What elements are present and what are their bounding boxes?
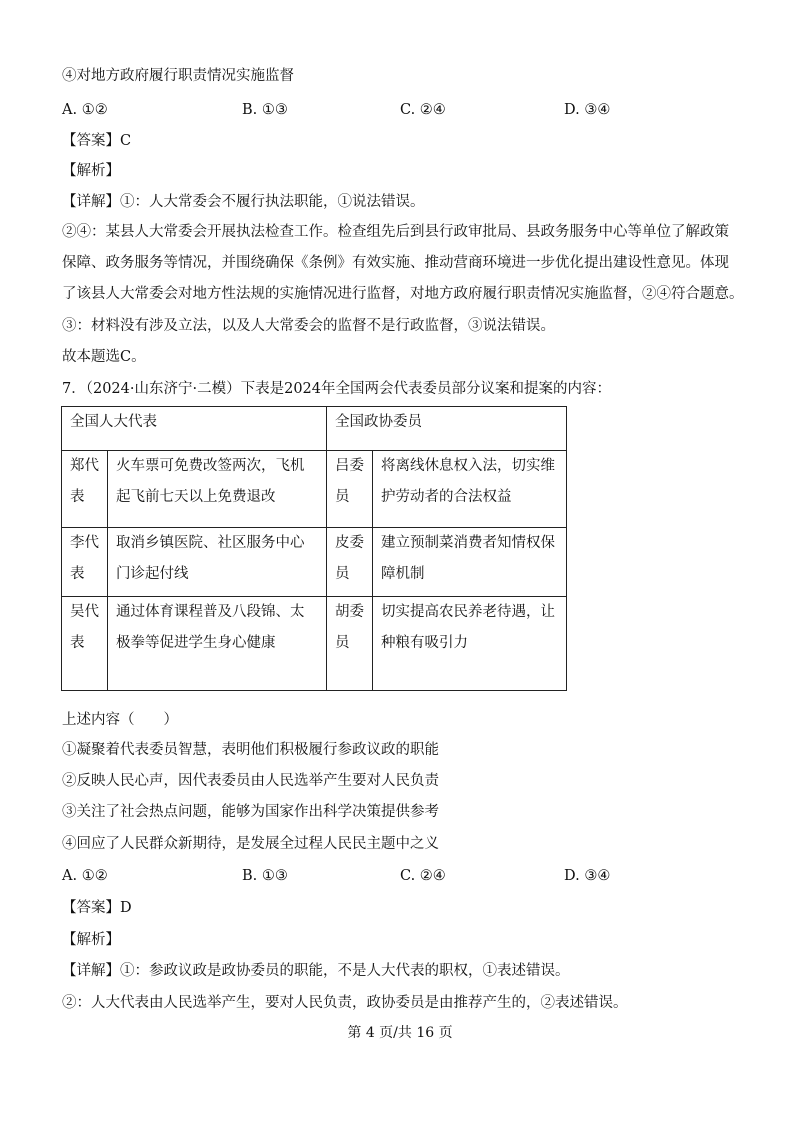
member-proposal: 建立预制菜消费者知情权保障机制 — [373, 528, 567, 597]
q7-choice-c: C. ②④ — [400, 868, 446, 884]
header-cppcc-members: 全国政协委员 — [327, 407, 567, 451]
q7-choice-d: D. ③④ — [564, 868, 611, 884]
q7-option: ③关注了社会热点问题，能够为国家作出科学决策提供参考 — [62, 804, 439, 820]
q6-option-4: ④对地方政府履行职责情况实施监督 — [62, 68, 294, 84]
q6-detail-line: 了该县人大常委会对地方性法规的实施情况进行监督，对地方政府履行职责情况实施监督，②④符合题意。 — [62, 286, 744, 302]
q6-detail-line: 【详解】①：人大常委会不履行执法职能，①说法错误。 — [62, 194, 425, 210]
page-footer: 第 4 页/共 16 页 — [347, 1025, 453, 1041]
q6-answer: 【答案】C — [62, 133, 132, 149]
member-name: 吕委员 — [327, 451, 373, 528]
deputy-name: 李代表 — [62, 528, 108, 597]
deputy-name: 吴代表 — [62, 597, 108, 691]
deputy-proposal: 取消乡镇医院、社区服务中心门诊起付线 — [108, 528, 327, 597]
member-name: 胡委员 — [327, 597, 373, 691]
q7-detail-line: ②：人大代表由人民选举产生，要对人民负责，政协委员是由推荐产生的，②表述错误。 — [62, 995, 628, 1011]
q6-choice-a: A. ①② — [62, 102, 108, 118]
member-name: 皮委员 — [327, 528, 373, 597]
q7-proposal-table — [61, 406, 567, 691]
header-npc-deputies: 全国人大代表 — [62, 407, 327, 451]
member-proposal: 切实提高农民养老待遇，让种粮有吸引力 — [373, 597, 567, 691]
q6-choice-b: B. ①③ — [242, 102, 288, 118]
q6-analysis-label: 【解析】 — [62, 163, 120, 179]
q7-answer: 【答案】D — [62, 900, 132, 916]
q7-stem: 7．（2024·山东济宁·二模）下表是2024年全国两会代表委员部分议案和提案的内容： — [62, 381, 611, 397]
deputy-name: 郑代表 — [62, 451, 108, 528]
q7-detail-line: 【详解】①：参政议政是政协委员的职能，不是人大代表的职权，①表述错误。 — [62, 963, 570, 979]
q7-choice-b: B. ①③ — [242, 868, 288, 884]
q7-option: ②反映人民心声，因代表委员由人民选举产生要对人民负责 — [62, 773, 439, 789]
q6-choice-d: D. ③④ — [564, 102, 611, 118]
table-header-row — [62, 407, 567, 451]
q6-detail-line: ③：材料没有涉及立法，以及人大常委会的监督不是行政监督，③说法错误。 — [62, 318, 555, 334]
q7-analysis-label: 【解析】 — [62, 932, 120, 948]
q6-choice-c: C. ②④ — [400, 102, 446, 118]
q7-option: ④回应了人民群众新期待，是发展全过程人民民主题中之义 — [62, 836, 439, 852]
deputy-proposal: 通过体育课程普及八段锦、太极拳等促进学生身心健康 — [108, 597, 327, 691]
q6-detail-line: ②④：某县人大常委会开展执法检查工作。检查组先后到县行政审批局、县政务服务中心等单位了解政策 — [62, 224, 729, 240]
member-proposal: 将离线休息权入法，切实维护劳动者的合法权益 — [373, 451, 567, 528]
table-row — [62, 597, 567, 691]
q7-option: ①凝聚着代表委员智慧，表明他们积极履行参政议政的职能 — [62, 742, 439, 758]
table-row — [62, 451, 567, 528]
q7-choice-a: A. ①② — [62, 868, 108, 884]
q7-prompt: 上述内容（ ） — [62, 712, 178, 728]
q6-detail-line: 故本题选C。 — [62, 349, 146, 365]
table-row — [62, 528, 567, 597]
deputy-proposal: 火车票可免费改签两次，飞机起飞前七天以上免费退改 — [108, 451, 327, 528]
q6-detail-line: 保障、政务服务等情况，并围绕确保《条例》有效实施、推动营商环境进一步优化提出建设性意见。体现 — [62, 255, 729, 271]
